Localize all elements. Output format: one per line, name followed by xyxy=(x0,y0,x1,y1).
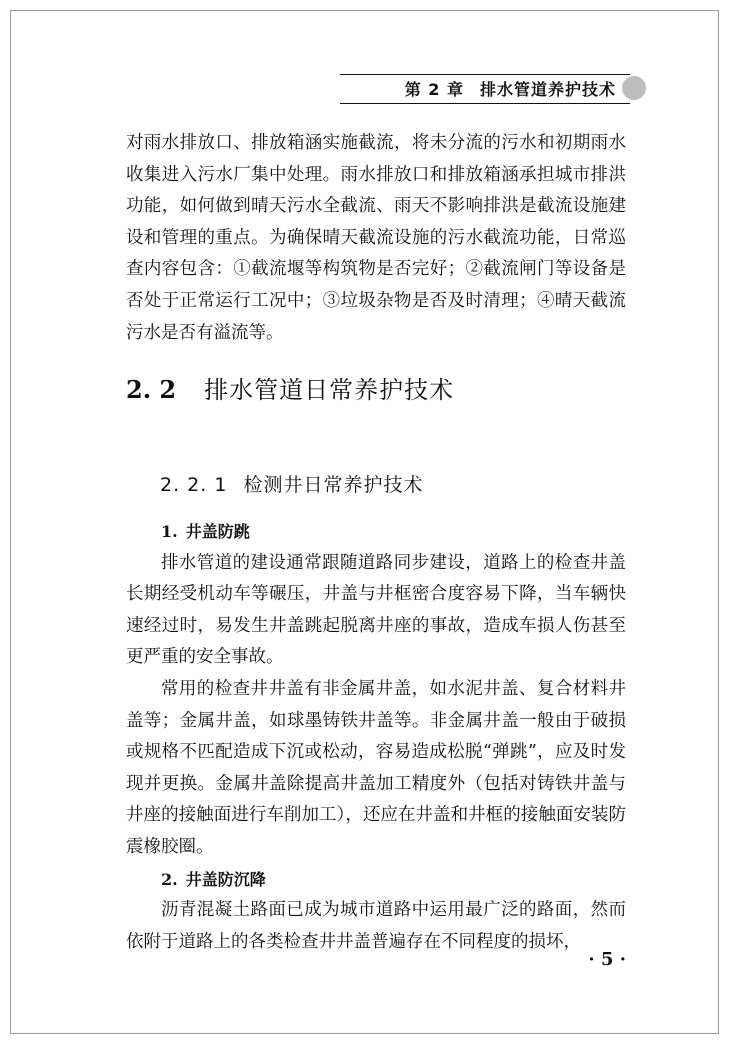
header-circle-icon xyxy=(622,76,646,100)
subsection-heading xyxy=(160,470,423,497)
item-heading-1 xyxy=(126,516,626,548)
paragraph: 沥青混凝土路面已成为城市道路中运用最广泛的路面，然而依附于道路上的各类检查井井盖普遍存在不同程度的损坏， xyxy=(126,900,626,952)
header-chapter: 第 2 章 xyxy=(404,80,464,99)
item-title-2: 井盖防沉降 xyxy=(185,869,266,889)
header-title: 排水管道养护技术 xyxy=(479,80,616,99)
intro-block xyxy=(126,128,626,349)
item-heading-2 xyxy=(126,864,626,896)
item-number-2: 2. xyxy=(161,869,178,889)
section-number: 2. 2 xyxy=(126,375,177,404)
intro-paragraph: 对雨水排放口、排放箱涵实施截流，将未分流的污水和初期雨水收集进入污水厂集中处理。雨水排放口和排放箱涵承担城市排洪功能，如何做到晴天污水全截流、雨天不影响排洪是截流设施建设和管理的重点。为确保晴天截流设施的污水截流功能，日常巡查内容包含：①截流堰等构筑物是否完好；②截流闸门等设备是否处于正常运行工况中；③垃圾杂物是否及时清理；④晴天截流污水是否有溢流等。 xyxy=(126,133,626,343)
main-content xyxy=(126,516,626,958)
running-header xyxy=(340,70,646,106)
header-rule-bottom xyxy=(340,103,630,104)
section-heading xyxy=(126,370,454,405)
item-number-1: 1. xyxy=(161,522,178,541)
section-title: 排水管道日常养护技术 xyxy=(204,376,455,404)
paragraph: 排水管道的建设通常跟随道路同步建设，道路上的检查井盖长期经受机动车等碾压，井盖与井框密合度容易下降，当车辆快速经过时，易发生井盖跳起脱离井座的事故，造成车损人伤甚至更严重的安全事故。 xyxy=(126,552,626,668)
subsection-title: 检测井日常养护技术 xyxy=(243,474,424,496)
page-number: · 5 · xyxy=(588,949,626,970)
paragraph: 常用的检查井井盖有非金属井盖，如水泥井盖、复合材料井盖等；金属井盖，如球墨铸铁井盖等。非金属井盖一般由于破损或规格不匹配造成下沉或松动，容易造成松脱“弹跳”，应及时发现并更换。金属井盖除提高井盖加工精度外（包括对铸铁井盖与井座的接触面进行车削加工），还应在井盖和井框的接触面安装防震橡胶圈。 xyxy=(126,678,626,857)
header-rule-top xyxy=(340,74,630,75)
item-title-1: 井盖防跳 xyxy=(185,522,250,541)
header-text xyxy=(405,77,616,100)
subsection-number: 2. 2. 1 xyxy=(160,474,228,496)
